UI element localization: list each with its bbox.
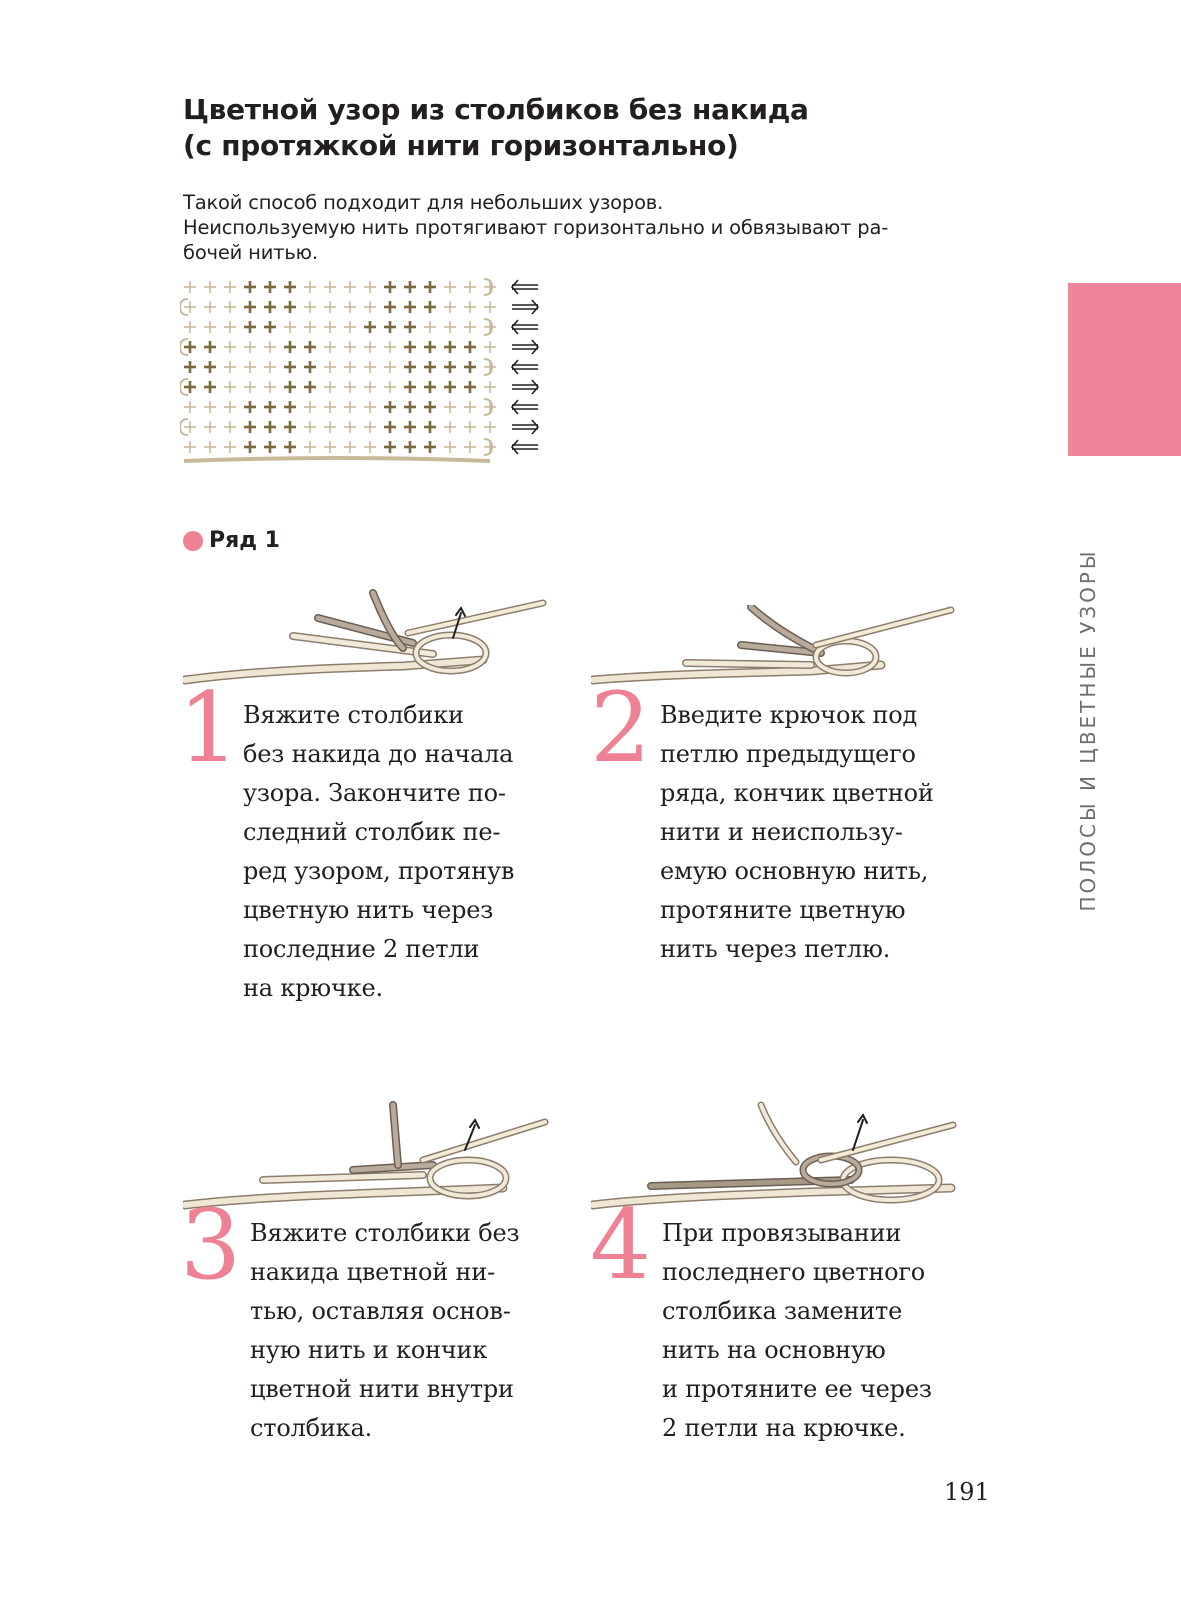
step-3-line: накида цветной ни- <box>250 1258 496 1286</box>
chart-stitch-main <box>184 421 196 433</box>
chart-stitch-main <box>224 401 236 413</box>
chart-stitch-color <box>284 281 296 293</box>
chart-stitch-main <box>364 341 376 353</box>
step-2-line: емую основную нить, <box>660 857 929 885</box>
chart-stitch-color <box>424 281 436 293</box>
chart-stitch-color <box>424 421 436 433</box>
intro-line-1: Такой способ подходит для небольших узоров. <box>183 191 664 214</box>
chart-stitch-color <box>404 281 416 293</box>
chart-stitch-main <box>364 281 376 293</box>
chart-stitch-main <box>224 301 236 313</box>
step-1-line: цветную нить через <box>243 896 494 924</box>
chart-stitch-color <box>264 421 276 433</box>
chart-stitch-main <box>364 441 376 453</box>
page-title-line-1: Цветной узор из столбиков без накида <box>183 93 809 126</box>
chart-stitch-main <box>304 301 316 313</box>
chart-stitch-main <box>484 341 496 353</box>
chart-stitch-main <box>324 381 336 393</box>
chart-stitch-main <box>484 421 496 433</box>
chart-stitch-main <box>224 381 236 393</box>
bullet-dot-icon <box>183 531 203 551</box>
chart-stitch-color <box>244 321 256 333</box>
chart-stitch-main <box>204 401 216 413</box>
chart-stitch-main <box>304 421 316 433</box>
step-1-number: 1 <box>178 672 240 784</box>
chart-stitch-main <box>204 281 216 293</box>
chart-stitch-color <box>404 421 416 433</box>
arrow-right-icon <box>512 420 538 434</box>
chart-stitch-color <box>384 441 396 453</box>
chart-stitch-main <box>364 381 376 393</box>
chart-stitch-color <box>464 361 476 373</box>
chart-stitch-main <box>344 281 356 293</box>
step-4-line: При провязывании <box>662 1219 902 1247</box>
chart-stitch-main <box>224 361 236 373</box>
chart-stitch-main <box>324 321 336 333</box>
chart-stitch-main <box>324 341 336 353</box>
arrow-left-icon <box>512 280 538 294</box>
step-1-line: на крючке. <box>243 974 383 1002</box>
step-3-line: тью, оставляя основ- <box>250 1297 511 1325</box>
chart-stitch-main <box>324 361 336 373</box>
chart-stitch-color <box>404 441 416 453</box>
chart-stitch-color <box>424 401 436 413</box>
intro-paragraph <box>183 190 973 265</box>
chart-stitch-color <box>404 321 416 333</box>
chart-stitch-color <box>424 341 436 353</box>
chart-stitch-main <box>344 321 356 333</box>
step-3-line: Вяжите столбики без <box>250 1219 520 1247</box>
step-4-line: последнего цветного <box>662 1258 926 1286</box>
arrow-right-icon <box>512 340 538 354</box>
chart-stitch-color <box>184 361 196 373</box>
section-label <box>183 528 280 553</box>
chart-stitch-main <box>304 441 316 453</box>
chart-stitch-main <box>324 281 336 293</box>
step-4-line: столбика замените <box>662 1297 903 1325</box>
chart-stitch-color <box>404 341 416 353</box>
chart-stitch-main <box>484 441 496 453</box>
chart-stitch-main <box>184 321 196 333</box>
chart-stitch-color <box>204 381 216 393</box>
step-3-line: цветной нити внутри <box>250 1375 514 1403</box>
chart-stitch-main <box>364 301 376 313</box>
chart-stitch-color <box>304 341 316 353</box>
chart-stitch-color <box>384 321 396 333</box>
chart-stitch-main <box>204 301 216 313</box>
chart-stitch-color <box>184 341 196 353</box>
chart-stitch-main <box>264 381 276 393</box>
chart-stitch-color <box>404 401 416 413</box>
chart-stitch-main <box>484 321 496 333</box>
step-2-line: нити и неиспользу- <box>660 818 903 846</box>
chart-stitch-main <box>484 281 496 293</box>
chart-stitch-main <box>324 301 336 313</box>
chart-stitch-color <box>184 381 196 393</box>
chart-stitch-color <box>464 381 476 393</box>
step-4-number: 4 <box>590 1189 652 1301</box>
chart-stitch-main <box>184 441 196 453</box>
chart-stitch-main <box>184 301 196 313</box>
chart-stitch-color <box>424 301 436 313</box>
chart-stitch-main <box>204 421 216 433</box>
chart-stitch-main <box>364 401 376 413</box>
stitch-chart <box>180 275 550 475</box>
chart-stitch-main <box>224 341 236 353</box>
page-title <box>183 92 983 164</box>
chart-stitch-main <box>304 321 316 333</box>
chart-stitch-main <box>304 281 316 293</box>
section-title: Ряд 1 <box>209 528 280 553</box>
step-4-line: и протяните ее через <box>662 1375 932 1403</box>
chart-stitch-main <box>244 341 256 353</box>
step-3-line: столбика. <box>250 1414 372 1442</box>
chart-stitch-color <box>204 341 216 353</box>
chart-stitch-main <box>484 301 496 313</box>
chart-stitch-main <box>464 401 476 413</box>
chart-stitch-main <box>484 361 496 373</box>
step-1-line: последние 2 петли <box>243 935 480 963</box>
chart-stitch-color <box>284 421 296 433</box>
step-1-text <box>243 696 514 1008</box>
chart-stitch-main <box>464 281 476 293</box>
chart-stitch-color <box>384 421 396 433</box>
step-4-line: нить на основную <box>662 1336 886 1364</box>
chart-stitch-main <box>344 441 356 453</box>
chart-stitch-main <box>324 421 336 433</box>
arrow-right-icon <box>512 300 538 314</box>
chart-stitch-color <box>424 381 436 393</box>
step-2-line: петлю предыдущего <box>660 740 916 768</box>
chart-stitch-color <box>244 441 256 453</box>
step-2-line: Введите крючок под <box>660 701 918 729</box>
chart-stitch-main <box>204 441 216 453</box>
arrow-left-icon <box>512 440 538 454</box>
chart-stitch-main <box>444 301 456 313</box>
step-2-number: 2 <box>590 672 652 784</box>
chart-stitch-main <box>204 321 216 333</box>
chart-stitch-main <box>384 381 396 393</box>
arrow-left-icon <box>512 360 538 374</box>
chart-stitch-main <box>384 361 396 373</box>
chart-stitch-color <box>384 401 396 413</box>
chart-stitch-color <box>304 361 316 373</box>
chart-stitch-color <box>264 401 276 413</box>
step-2-line: нить через петлю. <box>660 935 891 963</box>
chart-stitch-color <box>264 321 276 333</box>
chart-stitch-main <box>224 421 236 433</box>
chart-stitch-color <box>424 441 436 453</box>
chapter-label: ПОЛОСЫ И ЦВЕТНЫЕ УЗОРЫ <box>1076 548 1100 912</box>
chart-stitch-main <box>344 301 356 313</box>
chart-stitch-color <box>204 361 216 373</box>
step-3-text <box>250 1214 519 1448</box>
chart-foundation-chain <box>184 458 490 461</box>
chart-stitch-main <box>484 381 496 393</box>
chart-stitch-main <box>464 321 476 333</box>
chart-stitch-main <box>304 401 316 413</box>
chart-stitch-color <box>444 381 456 393</box>
chart-stitch-color <box>304 381 316 393</box>
chart-stitch-main <box>264 361 276 373</box>
chart-stitch-color <box>384 301 396 313</box>
intro-line-2: Неиспользуемую нить протягивают горизонтально и обвязывают ра- <box>183 216 889 239</box>
intro-line-3: бочей нитью. <box>183 241 318 264</box>
step-1-line: ред узором, протянув <box>243 857 515 885</box>
chart-stitch-main <box>444 321 456 333</box>
page-title-line-2: (с протяжкой нити горизонтально) <box>183 129 739 162</box>
chapter-tab <box>1068 283 1181 456</box>
page-number: 191 <box>944 1478 990 1506</box>
chart-stitch-color <box>404 301 416 313</box>
chart-stitch-color <box>364 321 376 333</box>
step-1-line: без накида до начала <box>243 740 514 768</box>
chart-stitch-main <box>464 301 476 313</box>
chart-stitch-main <box>444 441 456 453</box>
chart-stitch-color <box>264 281 276 293</box>
chart-stitch-main <box>224 441 236 453</box>
step-4-text <box>662 1214 932 1448</box>
arrow-left-icon <box>512 400 538 414</box>
chart-stitch-color <box>444 341 456 353</box>
chart-stitch-color <box>264 441 276 453</box>
chart-stitch-main <box>444 281 456 293</box>
chart-stitch-main <box>424 321 436 333</box>
chart-stitch-color <box>404 361 416 373</box>
step-3-line: ную нить и кончик <box>250 1336 488 1364</box>
chart-stitch-color <box>424 361 436 373</box>
chart-stitch-main <box>264 341 276 353</box>
step-2-text <box>660 696 934 969</box>
chart-stitch-main <box>184 281 196 293</box>
chart-stitch-color <box>244 301 256 313</box>
chart-stitch-main <box>464 421 476 433</box>
chart-stitch-main <box>344 361 356 373</box>
chart-stitch-color <box>244 401 256 413</box>
arrow-left-icon <box>512 320 538 334</box>
chart-stitch-main <box>344 421 356 433</box>
step-2-line: протяните цветную <box>660 896 906 924</box>
chart-stitch-main <box>224 281 236 293</box>
chart-stitch-color <box>444 361 456 373</box>
chart-stitch-color <box>464 341 476 353</box>
chart-stitch-color <box>284 381 296 393</box>
chart-stitch-color <box>404 381 416 393</box>
chart-stitch-main <box>184 401 196 413</box>
chart-stitch-color <box>284 441 296 453</box>
step-1-line: узора. Закончите по- <box>243 779 506 807</box>
chart-stitch-main <box>344 341 356 353</box>
chart-stitch-color <box>384 281 396 293</box>
chart-stitch-color <box>284 301 296 313</box>
step-1-line: следний столбик пе- <box>243 818 501 846</box>
chart-stitch-main <box>444 421 456 433</box>
chart-stitch-color <box>264 301 276 313</box>
step-4-line: 2 петли на крючке. <box>662 1414 906 1442</box>
arrow-right-icon <box>512 380 538 394</box>
step-2-line: ряда, кончик цветной <box>660 779 934 807</box>
chart-stitch-main <box>344 381 356 393</box>
chart-stitch-color <box>284 361 296 373</box>
chart-stitch-main <box>324 441 336 453</box>
chart-stitch-main <box>444 401 456 413</box>
chart-stitch-main <box>364 421 376 433</box>
chart-stitch-main <box>224 321 236 333</box>
chart-stitch-color <box>284 401 296 413</box>
chart-stitch-main <box>244 361 256 373</box>
chart-stitch-main <box>464 441 476 453</box>
chart-stitch-main <box>324 401 336 413</box>
chart-stitch-main <box>244 381 256 393</box>
chart-stitch-main <box>364 361 376 373</box>
chart-stitch-color <box>244 281 256 293</box>
step-1-line: Вяжите столбики <box>243 701 464 729</box>
chart-stitch-main <box>284 321 296 333</box>
step-3-number: 3 <box>180 1189 242 1301</box>
chart-stitch-main <box>384 341 396 353</box>
chart-stitch-main <box>344 401 356 413</box>
chart-stitch-main <box>484 401 496 413</box>
chart-stitch-color <box>284 341 296 353</box>
chart-stitch-color <box>244 421 256 433</box>
